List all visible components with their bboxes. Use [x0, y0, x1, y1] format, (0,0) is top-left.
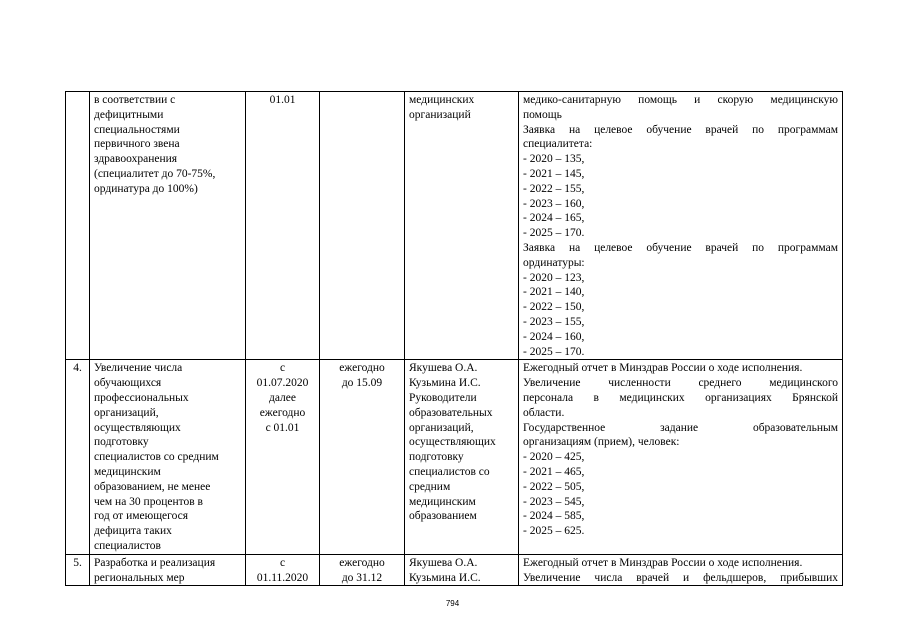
- result-line: специалитета:: [523, 138, 593, 151]
- measure-name-line: специалистов: [94, 539, 161, 552]
- table-row: [66, 554, 843, 586]
- measure-name-cell: [90, 92, 246, 360]
- measure-name-line: организаций,: [94, 406, 159, 419]
- executor-line: Якушева О.А.: [409, 362, 478, 375]
- expected-result-cell: [519, 554, 843, 586]
- start-date-cell: [246, 554, 320, 586]
- result-line: организациям (прием), человек:: [523, 436, 680, 449]
- executor-line: организаций: [409, 108, 471, 121]
- result-line: Заявка на целевое обучение врачей по программам: [523, 123, 838, 136]
- reporting-period-cell: [320, 360, 405, 554]
- measure-name-line: Разработка и реализация: [94, 556, 216, 569]
- measure-name-line: дефицитными: [94, 108, 164, 121]
- start-date-cell: [246, 92, 320, 360]
- measure-name-line: региональных мер: [94, 571, 185, 584]
- measure-name-line: Увеличение числа: [94, 362, 183, 375]
- executor-line: образовательных: [409, 406, 493, 419]
- result-line: - 2023 – 155,: [523, 315, 585, 328]
- executor-line: осуществляющих: [409, 436, 496, 449]
- executor-line: Кузьмина И.С.: [409, 571, 481, 584]
- result-line: - 2025 – 170.: [523, 345, 585, 358]
- reporting-period-cell: [320, 92, 405, 360]
- result-line: - 2020 – 425,: [523, 451, 585, 464]
- result-line: медико-санитарную помощь и скорую медицинскую: [523, 94, 838, 106]
- measure-name-line: чем на 30 процентов в: [94, 495, 203, 508]
- measure-name-line: здравоохранения: [94, 153, 178, 166]
- result-line: - 2023 – 160,: [523, 197, 585, 210]
- executor-line: специалистов со: [409, 465, 490, 478]
- executor-line: Якушева О.А.: [409, 556, 478, 569]
- measure-name-line: осуществляющих: [94, 421, 181, 434]
- table-row: [66, 360, 843, 554]
- result-line: - 2024 – 585,: [523, 510, 585, 523]
- result-line: Увеличение численности среднего медицинского: [523, 377, 838, 390]
- measure-name-line: дефицита таких: [94, 525, 172, 538]
- reporting-period-line: ежегодно: [339, 556, 385, 569]
- expected-result-cell: [519, 360, 843, 554]
- result-line: - 2024 – 160,: [523, 330, 585, 343]
- result-line: области.: [523, 406, 565, 419]
- executor-line: Руководители: [409, 391, 477, 404]
- result-line: - 2021 – 140,: [523, 286, 585, 299]
- result-line: Увеличение числа врачей и фельдшеров, прибывших: [523, 571, 838, 584]
- executor-line: медицинских: [409, 94, 475, 106]
- start-date-line: далее: [268, 391, 296, 404]
- reporting-period-line: до 15.09: [341, 377, 383, 390]
- executor-line: подготовку: [409, 451, 464, 464]
- result-line: - 2022 – 155,: [523, 182, 585, 195]
- result-line: - 2024 – 165,: [523, 212, 585, 225]
- executors-cell: [405, 360, 519, 554]
- result-line: персонала в медицинских организациях Брянской: [523, 391, 838, 404]
- measure-name-line: обучающихся: [94, 377, 162, 390]
- executor-line: Кузьмина И.С.: [409, 377, 481, 390]
- result-line: - 2023 – 545,: [523, 495, 585, 508]
- row-number: 5.: [66, 554, 90, 586]
- executor-line: средним: [409, 480, 451, 493]
- row-number: [66, 92, 90, 360]
- measure-name-line: в соответствии с: [94, 94, 176, 106]
- result-line: Ежегодный отчет в Минздрав России о ходе исполнения.: [523, 556, 803, 569]
- page-number: 794: [445, 599, 460, 608]
- start-date-line: ежегодно: [259, 406, 306, 419]
- measure-name-line: специальностями: [94, 123, 180, 136]
- result-line: - 2021 – 465,: [523, 465, 585, 478]
- executor-line: образованием: [409, 510, 477, 523]
- measure-name-cell: [90, 554, 246, 586]
- result-line: Государственное задание образовательным: [523, 421, 838, 434]
- start-date-line: с: [279, 556, 286, 569]
- executors-cell: [405, 554, 519, 586]
- measure-name-cell: [90, 360, 246, 554]
- executor-line: организаций,: [409, 421, 474, 434]
- start-date-line: 01.01: [269, 94, 296, 106]
- result-line: - 2021 – 145,: [523, 167, 585, 180]
- measure-name-line: ординатура до 100%): [94, 182, 198, 195]
- result-line: Заявка на целевое обучение врачей по программам: [523, 241, 838, 254]
- start-date-line: 01.11.2020: [256, 571, 309, 584]
- start-date-line: с 01.01: [265, 421, 300, 434]
- measure-name-line: год от имеющегося: [94, 510, 189, 523]
- expected-result-cell: [519, 92, 843, 360]
- start-date-cell: [246, 360, 320, 554]
- result-line: ординатуры:: [523, 256, 585, 269]
- result-line: - 2020 – 135,: [523, 153, 585, 166]
- row-number: 4.: [66, 360, 90, 554]
- plan-table: [65, 91, 843, 586]
- measure-name-line: подготовку: [94, 436, 149, 449]
- result-line: Ежегодный отчет в Минздрав России о ходе исполнения.: [523, 362, 803, 375]
- plan-table-body: [66, 92, 843, 586]
- reporting-period-line: ежегодно: [339, 362, 385, 375]
- result-line: - 2025 – 170.: [523, 227, 585, 240]
- result-line: помощь: [523, 108, 562, 121]
- start-date-line: с: [279, 362, 286, 375]
- measure-name-line: медицинским: [94, 465, 161, 478]
- reporting-period-line: до 31.12: [341, 571, 383, 584]
- table-row: [66, 92, 843, 360]
- reporting-period-cell: [320, 554, 405, 586]
- measure-name-line: первичного звена: [94, 138, 180, 151]
- measure-name-line: специалистов со средним: [94, 451, 219, 464]
- result-line: - 2022 – 150,: [523, 301, 585, 314]
- result-line: - 2025 – 625.: [523, 525, 585, 538]
- result-line: - 2020 – 123,: [523, 271, 585, 284]
- executor-line: медицинским: [409, 495, 476, 508]
- executors-cell: [405, 92, 519, 360]
- measure-name-line: профессиональных: [94, 391, 189, 404]
- result-line: - 2022 – 505,: [523, 480, 585, 493]
- measure-name-line: образованием, не менее: [94, 480, 211, 493]
- measure-name-line: (специалитет до 70-75%,: [94, 167, 216, 180]
- start-date-line: 01.07.2020: [256, 377, 309, 390]
